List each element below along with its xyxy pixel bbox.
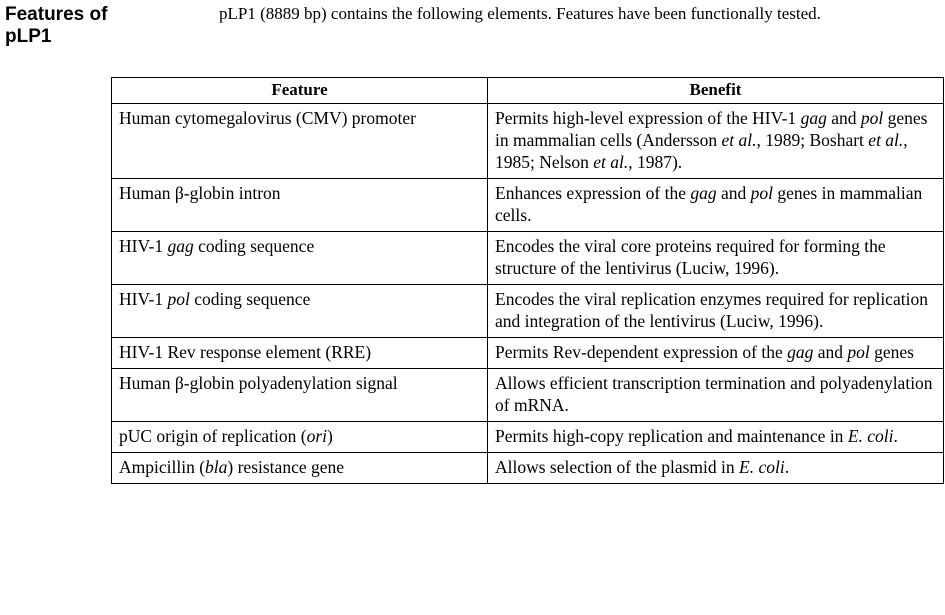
text-segment: Permits high-level expression of the HIV-1 [495,108,801,128]
features-table [111,77,944,484]
table-row [112,232,944,285]
text-segment: et al. [868,130,904,150]
text-segment: HIV-1 [119,289,168,309]
feature-cell [112,104,488,179]
text-segment: HIV-1 Rev response element (RRE) [119,342,372,362]
feature-cell [112,453,488,484]
text-segment: Encodes the viral core proteins required for forming the structure of the lentivirus (Luciw, 1996). [495,236,886,278]
text-segment: , 1985; Nelson [495,130,908,172]
text-segment: pol [847,342,870,362]
feature-cell [112,369,488,422]
benefit-cell [488,453,944,484]
text-segment: Permits Rev-dependent expression of the [495,342,788,362]
section-heading [5,4,195,48]
intro-paragraph: pLP1 (8889 bp) contains the following elements. Features have been functionally tested. [219,4,821,23]
text-segment: bla [205,457,228,477]
text-segment: ) [327,426,333,446]
text-segment: Ampicillin ( [119,457,206,477]
table-header-row [112,78,944,104]
text-segment: pol [750,183,774,203]
benefit-cell [488,285,944,338]
text-segment: and [716,183,751,203]
feature-cell [112,179,488,232]
text-segment: genes in mammalian cells (Andersson [495,108,928,150]
table-row [112,285,944,338]
table-row [112,369,944,422]
feature-cell [112,422,488,453]
text-segment: pUC origin of replication ( [119,426,307,446]
text-segment: et al. [721,130,757,150]
text-segment: and [813,342,848,362]
benefit-cell [488,422,944,453]
benefit-cell [488,369,944,422]
text-segment: et al. [593,152,629,172]
benefit-cell [488,104,944,179]
text-segment: gag [690,183,717,203]
table-body [112,104,944,484]
feature-cell [112,232,488,285]
text-segment: , 1989; Boshart [756,130,869,150]
text-segment: Human β-globin intron [119,183,281,203]
table-row [112,453,944,484]
table-row [112,338,944,369]
column-header-feature: Feature [112,78,488,104]
text-segment: Encodes the viral replication enzymes required for replication and integration of the lentivirus (Luciw, 1996). [495,289,928,331]
section-heading-line-2: pLP1 [5,26,52,47]
benefit-cell [488,179,944,232]
text-segment: genes in mammalian cells. [495,183,923,225]
text-segment: . [893,426,898,446]
text-segment: Human β-globin polyadenylation signal [119,373,398,393]
text-segment: and [826,108,861,128]
text-segment: , 1987). [628,152,683,172]
text-segment: E. coli [739,457,785,477]
text-segment: pol [860,108,884,128]
feature-cell [112,285,488,338]
text-segment: ori [306,426,328,446]
table-row [112,104,944,179]
benefit-cell [488,338,944,369]
feature-cell [112,338,488,369]
text-segment: ) resistance gene [227,457,345,477]
text-segment: gag [787,342,814,362]
text-segment: E. coli [847,426,894,446]
text-segment: pol [167,289,190,309]
table-row [112,179,944,232]
text-segment: coding sequence [189,289,311,309]
column-header-benefit: Benefit [488,78,944,104]
text-segment: HIV-1 [119,236,168,256]
text-segment: coding sequence [193,236,315,256]
text-segment: Enhances expression of the [495,183,691,203]
table-row [112,422,944,453]
section-heading-line-1: Features of [5,4,108,25]
text-segment: gag [167,236,194,256]
text-segment: Allows selection of the plasmid in [495,457,739,477]
text-segment: gag [800,108,827,128]
text-segment: genes [869,342,914,362]
text-segment: Allows efficient transcription termination and polyadenylation of mRNA. [495,373,933,415]
text-segment: Permits high-copy replication and maintenance in [495,426,848,446]
benefit-cell [488,232,944,285]
text-segment: . [784,457,790,477]
text-segment: Human cytomegalovirus (CMV) promoter [119,108,416,128]
